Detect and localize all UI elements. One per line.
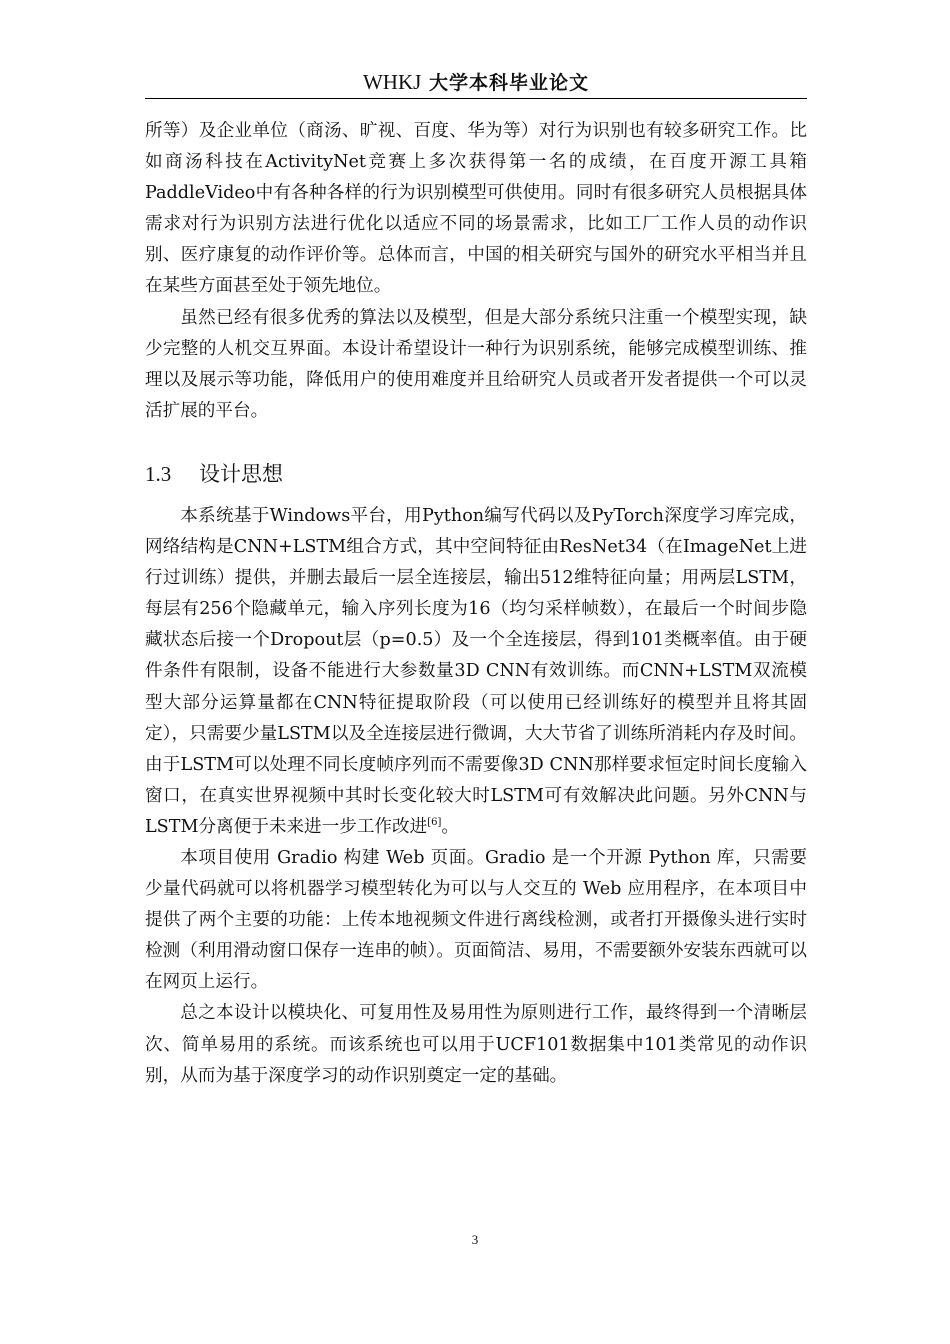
page-header xyxy=(145,68,807,95)
paragraph: 虽然已经有很多优秀的算法以及模型，但是大部分系统只注重一个模型实现，缺少完整的人机交互界面。本设计希望设计一种行为识别系统，能够完成模型训练、推理以及展示等功能，降低用户的使用难度并且给研究人员或者开发者提供一个可以灵活扩展的平台。 xyxy=(145,307,807,421)
header-rule xyxy=(145,98,807,99)
citation: [6] xyxy=(427,816,442,828)
paragraph: 总之本设计以模块化、可复用性及易用性为原则进行工作，最终得到一个清晰层次、简单易用的系统。而该系统也可以用于UCF101数据集中101类常见的动作识别，从而为基于深度学习的动作识别奠定一定的基础。 xyxy=(145,1003,807,1086)
section-title: 设计思想 xyxy=(199,461,283,486)
paragraph-text: 本系统基于Windows平台，用Python编写代码以及PyTorch深度学习库完成，网络结构是CNN+LSTM组合方式，其中空间特征由ResNet34（在ImageNet上进行过训练）提供，并删去最后一层全连接层，输出512维特征向量；用两层LSTM，每层有256个隐藏单元，输入序列长度为16（均匀采样帧数），在最后一个时间步隐藏状态后接一个Dropout层（p=0.5）及一个全连接层，得到101类概率值。由于硬件条件有限制，设备不能进行大参数量3D CNN有效训练。而CNN+LSTM双流模型大部分运算量都在CNN特征提取阶段（可以使用已经训练好的模型并且将其固定），只需要少量LSTM以及全连接层进行微调，大大节省了训练所消耗内存及时间。由于LSTM可以处理不同长度帧序列而不需要像3D CNN那样要求恒定时间长度输入窗口，在真实世界视频中其时长变化较大时LSTM可有效解决此问题。另外CNN与LSTM分离便于未来进一步工作改进 xyxy=(145,505,807,837)
page-body xyxy=(145,116,807,1092)
paragraph-design xyxy=(145,501,807,843)
paragraph-end: 。 xyxy=(441,816,459,837)
header-brand: WHKJ xyxy=(362,70,422,94)
page-number: 3 xyxy=(471,1232,479,1247)
paragraph: 本项目使用 Gradio 构建 Web 页面。Gradio 是一个开源 Python 库，只需要少量代码就可以将机器学习模型转化为可以与人交互的 Web 应用程序，在本项目中提供了两个主要的功能：上传本地视频文件进行离线检测，或者打开摄像头进行实时检测（利用滑动窗口保存一连串的帧）。页面简洁、易用，不需要额外安装东西就可以在网页上运行。 xyxy=(145,847,807,993)
section-number: 1.3 xyxy=(145,461,172,486)
section-heading xyxy=(145,459,807,489)
header-title: 大学本科毕业论文 xyxy=(429,72,590,94)
paragraph: 所等）及企业单位（商汤、旷视、百度、华为等）对行为识别也有较多研究工作。比如商汤科技在ActivityNet竞赛上多次获得第一名的成绩，在百度开源工具箱PaddleVideo中有各种各样的行为识别模型可供使用。同时有很多研究人员根据具体需求对行为识别方法进行优化以适应不同的场景需求，比如工厂工作人员的动作识别、医疗康复的动作评价等。总体而言，中国的相关研究与国外的研究水平相当并且在某些方面甚至处于领先地位。 xyxy=(145,121,807,297)
